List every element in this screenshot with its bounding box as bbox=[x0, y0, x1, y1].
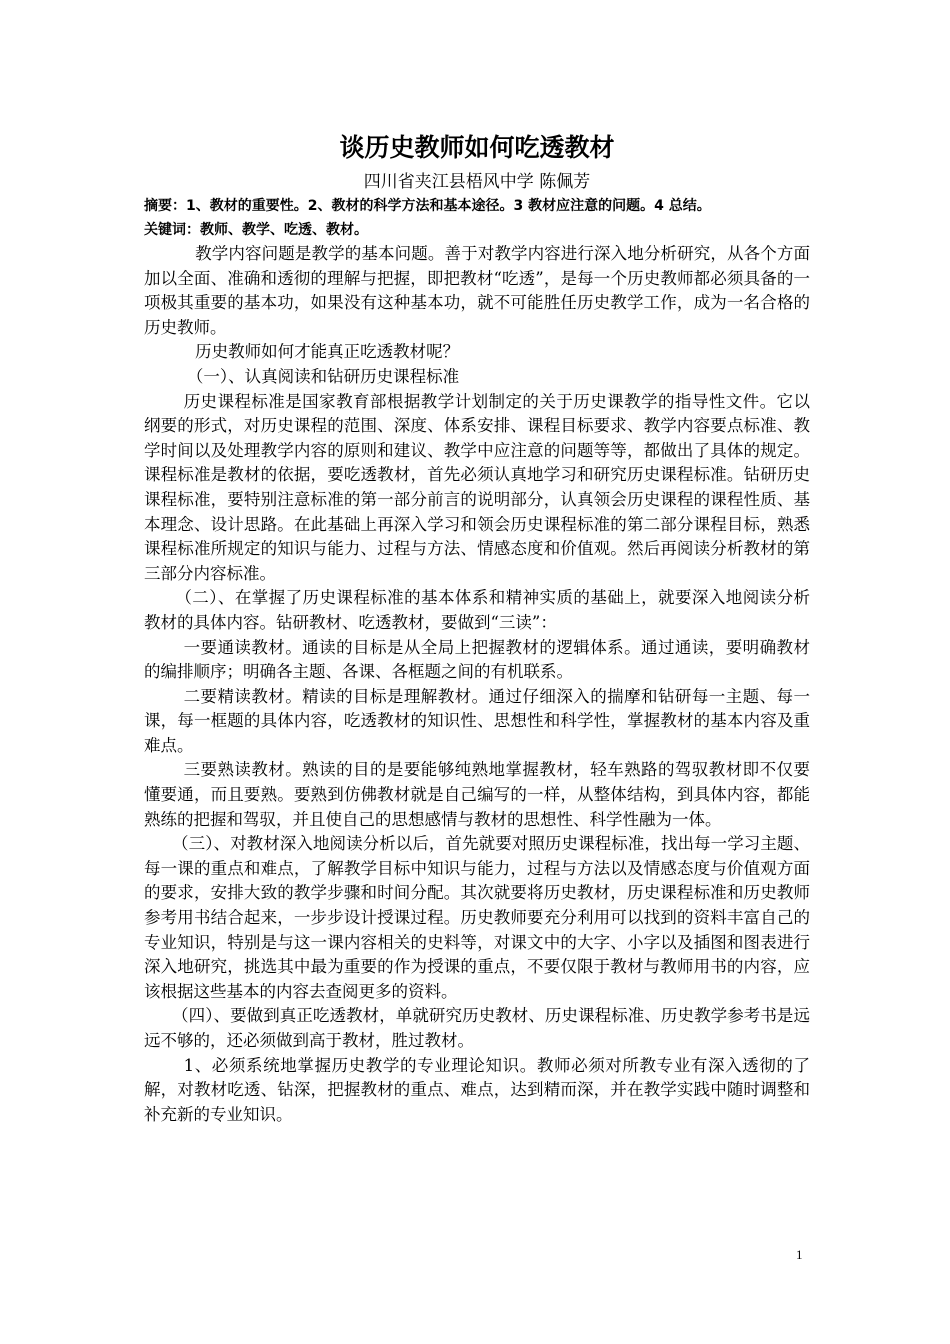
keywords: 关键词：教师、教学、吃透、教材。 bbox=[144, 222, 368, 238]
paragraph-question: 历史教师如何才能真正吃透教材呢？ bbox=[195, 342, 460, 362]
section-heading-1: （一）、认真阅读和钻研历史课程标准 bbox=[186, 366, 460, 386]
paragraph-section-1: 历史课程标准是国家教育部根据教学计划制定的关于历史课教学的指导性文件。它以纲要的形式，对历史课程的范围、深度、体系安排、课程目标要求、教学内容要点标准、教学时间以及处理教学内容的原则和建议、教学中应注意的问题等等，都做出了具体的规定。课程标准是教材的依据，要吃透教材，首先必须认真地学习和研究历史课程标准。钻研历史课程标准，要特别注意标准的第一部分前言的说明部分，认真领会历史课程的课程性质、基本理念、设计思路。在此基础上再深入学习和领会历史课程标准的第二部分课程目标，熟悉课程标准所规定的知识与能力、过程与方法、情感态度和价值观。然后再阅读分析教材的第三部分内容标准。 bbox=[144, 391, 810, 583]
paragraph-intro: 教学内容问题是教学的基本问题。善于对教学内容进行深入地分析研究，从各个方面加以全面、准确和透彻的理解与把握，即把教材“吃透”，是每一个历史教师都必须具备的一项极其重要的基本功，如果没有这种基本功，就不可能胜任历史教学工作，成为一名合格的历史教师。 bbox=[144, 244, 810, 337]
paragraph-section-2: （二）、在掌握了历史课程标准的基本体系和精神实质的基础上，就要深入地阅读分析教材的具体内容。钻研教材、吃透教材，要做到“三读”： bbox=[144, 588, 810, 632]
page-number: 1 bbox=[796, 1247, 803, 1262]
author-line: 四川省夹江县梧风中学 陈佩芳 bbox=[363, 172, 591, 192]
paragraph-read-2: 二要精读教材。精读的目标是理解教材。通过仔细深入的揣摩和钻研每一主题、每一课，每一框题的具体内容，吃透教材的知识性、思想性和科学性，掌握教材的基本内容及重难点。 bbox=[144, 686, 810, 755]
document-title: 谈历史教师如何吃透教材 bbox=[339, 133, 615, 162]
paragraph-section-4: （四）、要做到真正吃透教材，单就研究历史教材、历史课程标准、历史教学参考书是远远不够的，还必须做到高于教材，胜过教材。 bbox=[144, 1006, 810, 1050]
paragraph-point-1: 1、必须系统地掌握历史教学的专业理论知识。教师必须对所教专业有深入透彻的了解，对教材吃透、钻深，把握教材的重点、难点，达到精而深，并在教学实践中随时调整和补充新的专业知识。 bbox=[144, 1055, 810, 1124]
abstract: 摘要：1、教材的重要性。2、教材的科学方法和基本途径。3 教材应注意的问题。4 总结。 bbox=[144, 198, 711, 214]
paragraph-read-1: 一要通读教材。通读的目标是从全局上把握教材的逻辑体系。通过通读，要明确教材的编排顺序；明确各主题、各课、各框题之间的有机联系。 bbox=[144, 637, 810, 682]
document-page bbox=[144, 130, 810, 1127]
paragraph-read-3: 三要熟读教材。熟读的目的是要能够纯熟地掌握教材，轻车熟路的驾驭教材即不仅要懂要通，而且要熟。要熟到仿佛教材就是自己编写的一样，从整体结构，到具体内容，都能熟练的把握和驾驭，并且使自己的思想感情与教材的思想性、科学性融为一体。 bbox=[144, 760, 810, 829]
paragraph-section-3: （三）、对教材深入地阅读分析以后，首先就要对照历史课程标准，找出每一学习主题、每一课的重点和难点，了解教学目标中知识与能力，过程与方法以及情感态度与价值观方面的要求，安排大致的教学步骤和时间分配。其次就要将历史教材，历史课程标准和历史教师参考用书结合起来，一步步设计授课过程。历史教师要充分利用可以找到的资料丰富自己的专业知识，特别是与这一课内容相关的史料等，对课文中的大字、小字以及插图和图表进行深入地研究，挑选其中最为重要的作为授课的重点，不要仅限于教材与教师用书的内容，应该根据这些基本的内容去查阅更多的资料。 bbox=[144, 834, 810, 1001]
